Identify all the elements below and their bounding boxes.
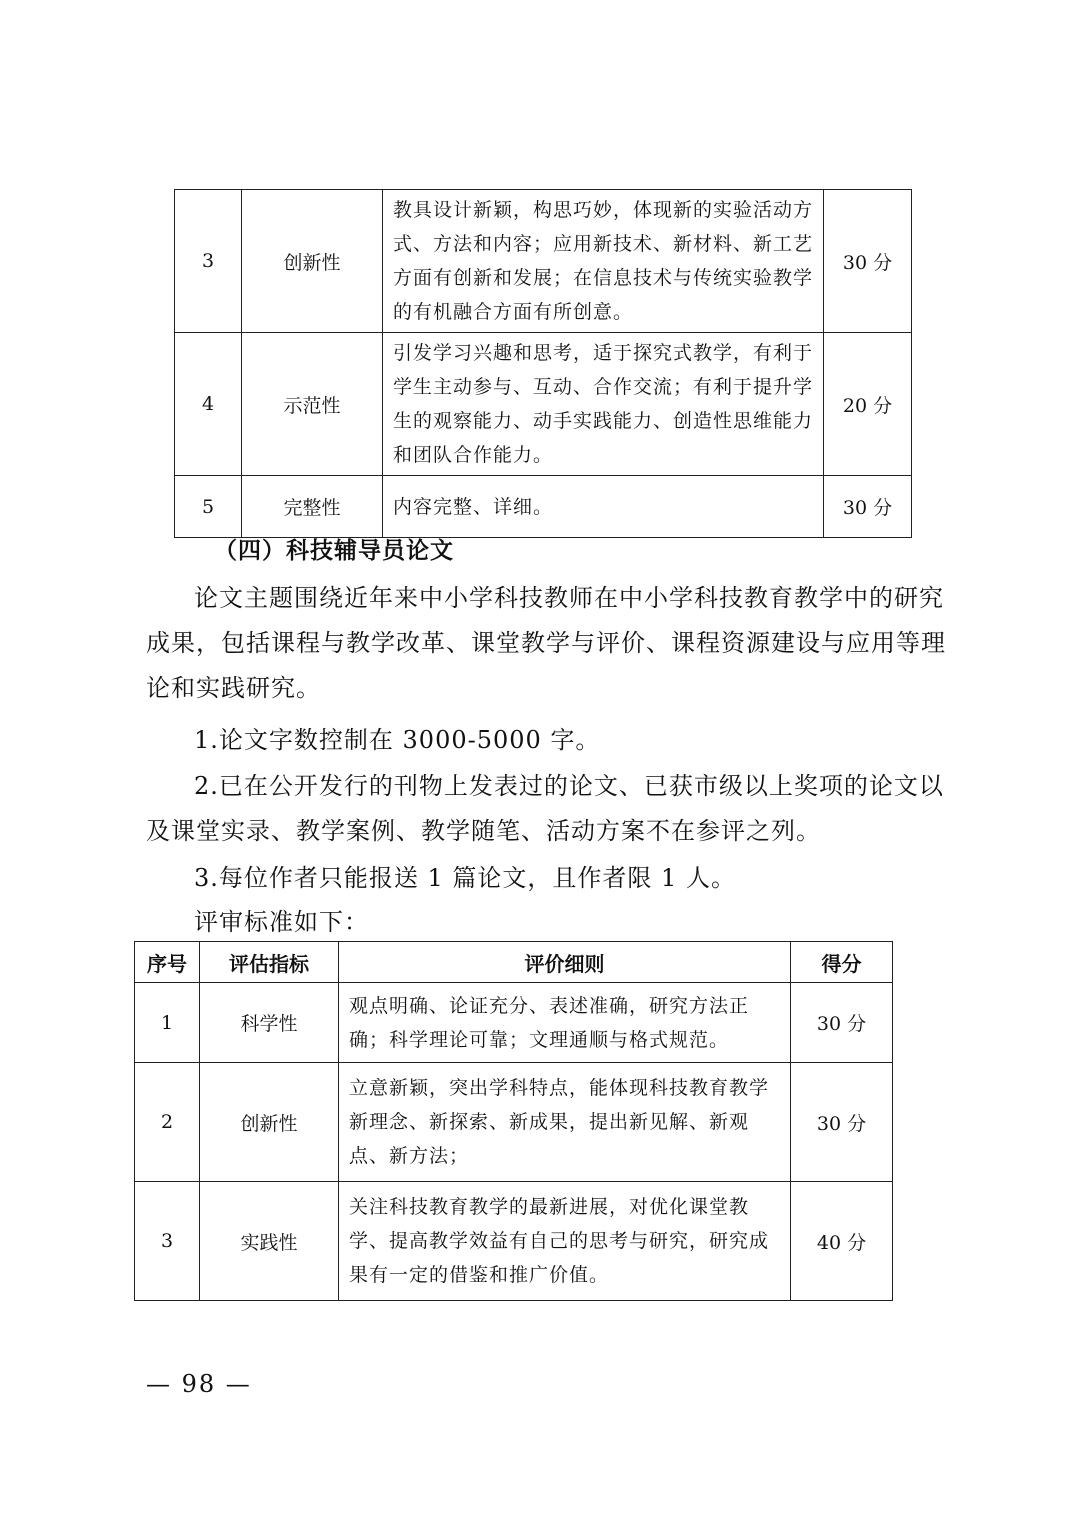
criterion-detail: 立意新颖，突出学科特点，能体现科技教育教学新理念、新探索、新成果，提出新见解、新观点、新方法； [339,1063,791,1182]
table-row [175,476,912,538]
table-row [175,333,912,476]
criterion: 示范性 [242,333,383,476]
criterion: 科学性 [200,983,339,1063]
requirement-item: 3.每位作者只能报送 1 篇论文，且作者限 1 人。 [194,864,736,892]
scoring-table-continued [174,189,912,538]
criterion-detail: 引发学习兴趣和思考，适于探究式教学，有利于学生主动参与、互动、合作交流；有利于提升学生的观察能力、动手实践能力、创造性思维能力和团队合作能力。 [383,333,824,476]
row-number: 2 [135,1063,200,1182]
header-score: 得分 [791,942,893,983]
table-row [135,983,893,1063]
criteria-lead: 评审标准如下： [194,908,369,936]
row-number: 5 [175,476,242,538]
criterion: 创新性 [242,190,383,333]
row-number: 4 [175,333,242,476]
score: 40 分 [791,1182,893,1301]
header-criterion: 评估指标 [200,942,339,983]
score: 20 分 [824,333,912,476]
criterion: 完整性 [242,476,383,538]
criterion: 创新性 [200,1063,339,1182]
score: 30 分 [824,190,912,333]
criterion: 实践性 [200,1182,339,1301]
criterion-detail: 教具设计新颖，构思巧妙，体现新的实验活动方式、方法和内容；应用新技术、新材料、新工艺方面有创新和发展；在信息技术与传统实验教学的有机融合方面有所创意。 [383,190,824,333]
paper-scoring-table [134,941,893,1301]
requirement-item: 1.论文字数控制在 3000-5000 字。 [194,726,601,754]
header-detail: 评价细则 [339,942,791,983]
row-number: 3 [175,190,242,333]
table-row [135,1063,893,1182]
table-row [135,1182,893,1301]
criterion-detail: 内容完整、详细。 [383,476,824,538]
criterion-detail: 关注科技教育教学的最新进展，对优化课堂教学、提高教学效益有自己的思考与研究，研究成果有一定的借鉴和推广价值。 [339,1182,791,1301]
intro-paragraph: 论文主题围绕近年来中小学科技教师在中小学科技教育教学中的研究成果，包括课程与教学改革、课堂教学与评价、课程资源建设与应用等理论和实践研究。 [146,584,946,702]
row-number: 1 [135,983,200,1063]
section-heading: （四）科技辅导员论文 [214,538,454,564]
requirement-item: 2.已在公开发行的刊物上发表过的论文、已获市级以上奖项的论文以及课堂实录、教学案例、教学随笔、活动方案不在参评之列。 [146,772,944,845]
criterion-detail: 观点明确、论证充分、表述准确，研究方法正确；科学理论可靠；文理通顺与格式规范。 [339,983,791,1063]
row-number: 3 [135,1182,200,1301]
table-row [175,190,912,333]
score: 30 分 [791,1063,893,1182]
page-number: — 98 — [146,1370,252,1398]
score: 30 分 [791,983,893,1063]
table-header-row [135,942,893,983]
header-number: 序号 [135,942,200,983]
score: 30 分 [824,476,912,538]
